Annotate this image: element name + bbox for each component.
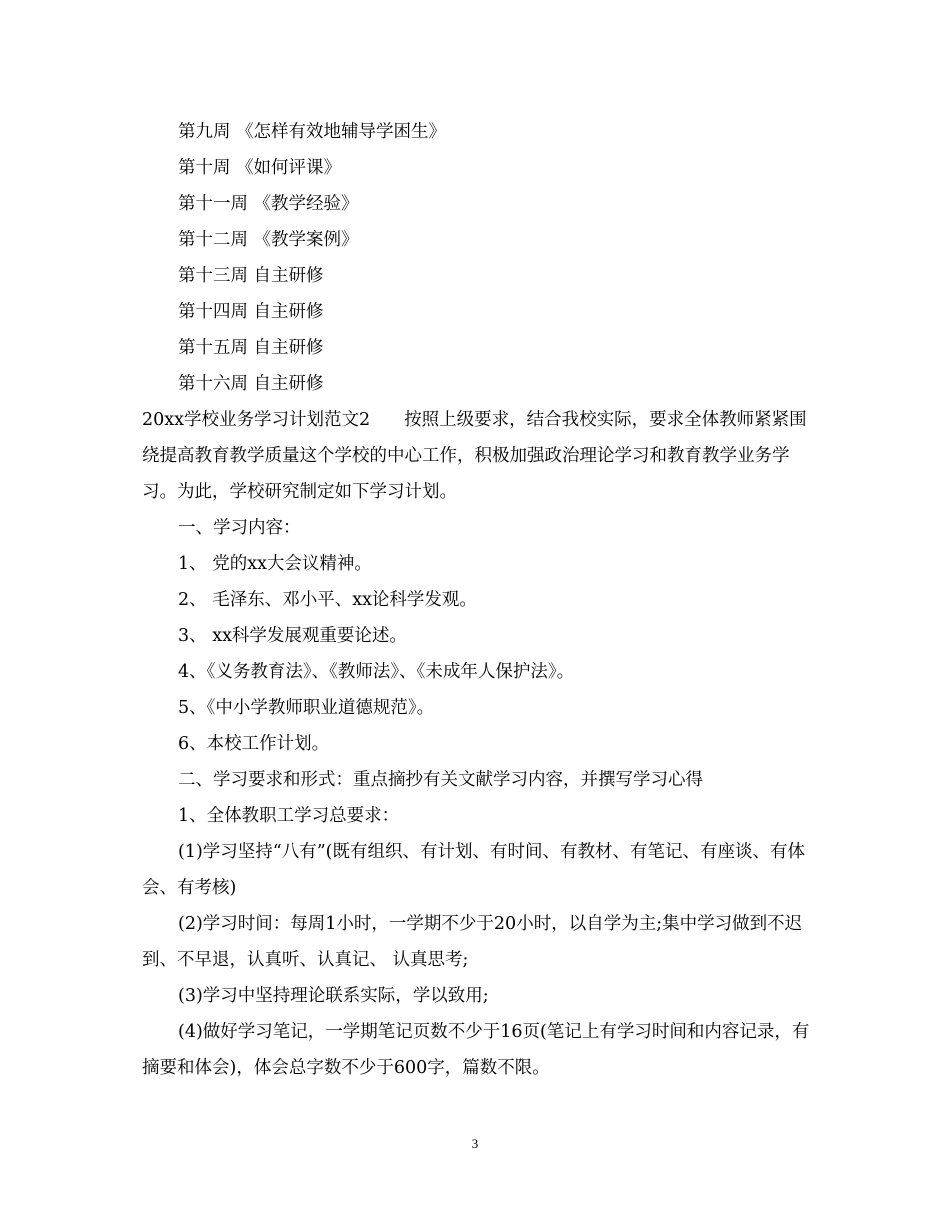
content-item-4: 4、《义务教育法》、《教师法》、《未成年人保护法》。 (178, 662, 575, 682)
content-item-5: 5、《中小学教师职业道德规范》。 (178, 698, 435, 718)
requirement-item-3: (3)学习中坚持理论联系实际，学以致用; (178, 986, 489, 1006)
content-heading: 一、学习内容： (178, 518, 301, 538)
content-item-6: 6、本校工作计划。 (178, 734, 330, 754)
content-item-3: 3、 xx科学发展观重要论述。 (178, 626, 407, 646)
requirements-heading: 二、学习要求和形式：重点摘抄有关文献学习内容，并撰写学习心得 (178, 770, 703, 790)
requirements-subheading: 1、全体教职工学习总要求： (178, 806, 400, 826)
requirement-item-1: (1)学习坚持“八有”(既有组织、有计划、有时间、有教材、有笔记、有座谈、有体会、有考核) (142, 842, 806, 898)
schedule-week-10: 第十周 《如何评课》 (178, 158, 342, 178)
requirement-item-2: (2)学习时间：每周1小时，一学期不少于20小时，以自学为主;集中学习做到不迟到、不早退，认真听、认真记、 认真思考; (142, 914, 803, 970)
schedule-week-13: 第十三周 自主研修 (178, 266, 324, 286)
section-intro-paragraph (142, 402, 812, 510)
requirement-item-4: (4)做好学习笔记，一学期笔记页数不少于16页(笔记上有学习时间和内容记录，有摘要和体会)，体会总字数不少于600字，篇数不限。 (142, 1022, 810, 1078)
schedule-week-15: 第十五周 自主研修 (178, 338, 324, 358)
schedule-week-16: 第十六周 自主研修 (178, 374, 324, 394)
schedule-week-9: 第九周 《怎样有效地辅导学困生》 (178, 122, 447, 142)
section-intro-text: 按照上级要求，结合我校实际，要求全体教师紧紧围绕提高教育教学质量这个学校的中心工作，积极加强政治理论学习和教育教学业务学习。为此，学校研究制定如下学习计划。 (142, 410, 807, 502)
schedule-week-14: 第十四周 自主研修 (178, 302, 324, 322)
section-title: 20xx学校业务学习计划范文2 (142, 410, 371, 430)
content-item-1: 1、 党的xx大会议精神。 (178, 554, 372, 574)
content-item-2: 2、 毛泽东、邓小平、xx论科学发观。 (178, 590, 477, 610)
document-body (142, 114, 812, 1086)
schedule-week-12: 第十二周 《教学案例》 (178, 230, 359, 250)
page-number: 3 (471, 1136, 479, 1151)
schedule-week-11: 第十一周 《教学经验》 (178, 194, 359, 214)
